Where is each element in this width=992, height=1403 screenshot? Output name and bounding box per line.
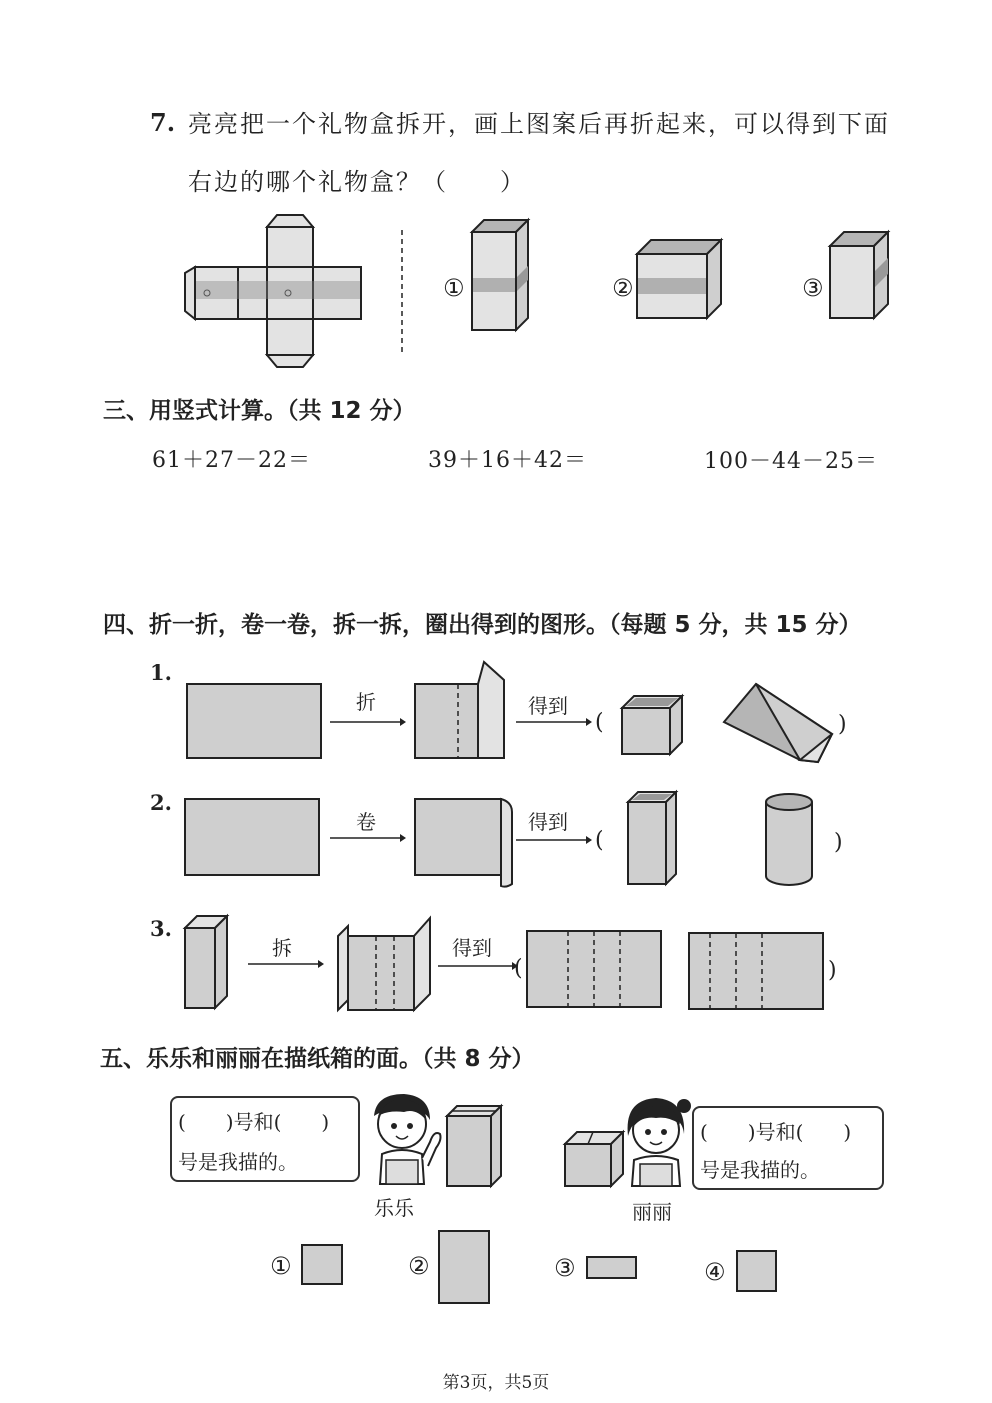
bubble-left-line1: ( )号和( ) <box>178 1110 330 1134</box>
section4-title: 四、折一折，卷一卷，拆一拆，圈出得到的图形。（每题 5 分，共 15 分） <box>103 612 862 638</box>
item3-opening-box <box>336 914 432 1014</box>
item2-paren-close: ) <box>834 830 843 855</box>
item3-action: 拆 <box>272 936 292 960</box>
name-lili: 丽丽 <box>632 1200 672 1224</box>
q7-option-3-label: ③ <box>802 274 824 302</box>
face-option-3-shape[interactable] <box>586 1256 637 1279</box>
name-lele: 乐乐 <box>374 1196 414 1220</box>
item3-option-net-b[interactable] <box>688 932 824 1010</box>
lele-boy-illustration <box>364 1090 444 1186</box>
item3-option-net-a[interactable] <box>526 930 662 1008</box>
item1-arrow <box>330 716 406 728</box>
expression-3: 100－44－25＝ <box>704 449 878 474</box>
item1-action: 折 <box>356 690 376 714</box>
item3-result-arrow <box>438 960 518 972</box>
lili-girl-illustration <box>622 1092 694 1188</box>
item2-paren-open: ( <box>595 828 604 853</box>
item2-result: 得到 <box>528 810 568 834</box>
speech-bubble-left <box>170 1096 360 1182</box>
item2-number: 2. <box>150 790 172 815</box>
section5-title: 五、乐乐和丽丽在描纸箱的面。（共 8 分） <box>100 1046 535 1072</box>
item1-paren-close: ) <box>838 712 847 737</box>
q7-line2: 右边的哪个礼物盒？（ ） <box>188 168 526 196</box>
face-option-4-label: ④ <box>704 1258 726 1286</box>
item3-number: 3. <box>150 916 172 941</box>
face-option-1-shape[interactable] <box>301 1244 343 1285</box>
q7-option-1-box[interactable] <box>472 220 532 332</box>
q7-line1: 亮亮把一个礼物盒拆开，画上图案后再折起来，可以得到下面 <box>188 110 890 138</box>
face-option-1-label: ① <box>270 1252 292 1280</box>
face-option-2-shape[interactable] <box>438 1230 490 1304</box>
q7-option-1-label: ① <box>443 274 465 302</box>
item2-action: 卷 <box>356 810 376 834</box>
q7-option-2-box[interactable] <box>637 240 722 320</box>
item2-option-cylinder[interactable] <box>764 792 814 888</box>
item1-result-arrow <box>516 716 592 728</box>
item1-paren-open: ( <box>595 710 604 735</box>
q7-option-3-box[interactable] <box>830 232 890 320</box>
item3-paren-open: ( <box>514 956 523 981</box>
section3-title: 三、用竖式计算。（共 12 分） <box>103 398 416 424</box>
item2-option-square-prism[interactable] <box>626 790 678 886</box>
item2-rolling-sheet <box>414 798 516 890</box>
item1-folding-sheet <box>414 660 506 760</box>
expression-2: 39＋16＋42＝ <box>428 448 587 473</box>
item2-arrow <box>330 832 406 844</box>
speech-bubble-right <box>692 1106 884 1190</box>
bubble-right-line1: ( )号和( ) <box>700 1120 852 1144</box>
item1-number: 1. <box>150 660 172 685</box>
bubble-left-line2: 号是我描的。 <box>178 1150 298 1174</box>
face-option-2-label: ② <box>408 1252 430 1280</box>
item3-result: 得到 <box>452 936 492 960</box>
box-net-figure <box>185 215 365 370</box>
divider-line <box>400 230 404 355</box>
item1-option-open-box[interactable] <box>620 694 684 758</box>
item2-result-arrow <box>516 834 592 846</box>
item1-flat-sheet <box>186 683 322 759</box>
face-option-4-shape[interactable] <box>736 1250 777 1292</box>
face-option-3-label: ③ <box>554 1254 576 1282</box>
q7-number: 7. <box>150 108 176 137</box>
tall-carton-box <box>445 1104 503 1188</box>
page-footer: 第3页，共5页 <box>442 1373 550 1393</box>
item3-paren-close: ) <box>828 958 837 983</box>
bubble-right-line2: 号是我描的。 <box>700 1158 820 1182</box>
expression-1: 61＋27－22＝ <box>152 448 311 473</box>
item1-option-triangular-prism[interactable] <box>722 682 834 764</box>
item3-box <box>183 914 231 1010</box>
item2-flat-sheet <box>184 798 320 876</box>
item1-result: 得到 <box>528 694 568 718</box>
q7-option-2-label: ② <box>612 274 634 302</box>
short-carton-box <box>563 1130 625 1188</box>
item3-arrow <box>248 958 324 970</box>
